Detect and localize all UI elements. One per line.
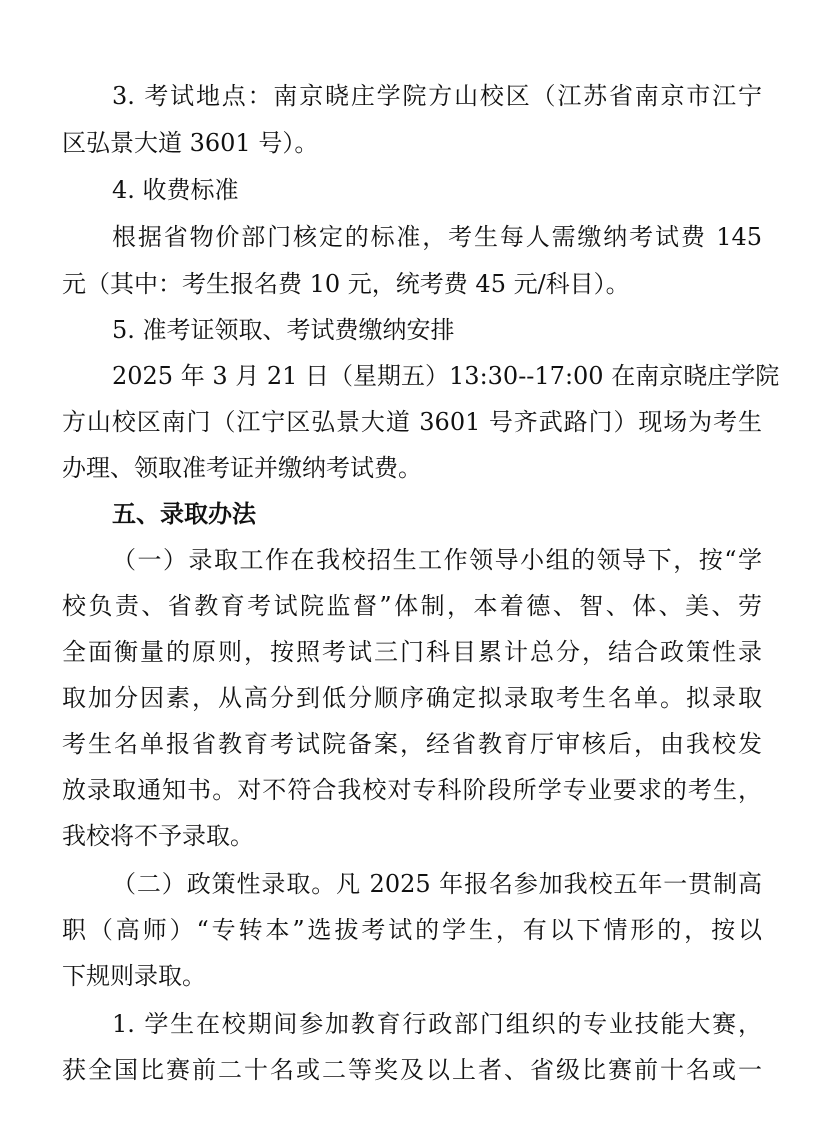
text-line: 校负责、省教育考试院监督”体制，本着德、智、体、美、劳 xyxy=(62,592,762,620)
section-heading: 五、录取办法 xyxy=(112,500,256,528)
text-line: 区弘景大道 3601 号）。 xyxy=(62,129,319,157)
text-line: 获全国比赛前二十名或二等奖及以上者、省级比赛前十名或一 xyxy=(62,1056,762,1084)
text-line: 5. 准考证领取、考试费缴纳安排 xyxy=(112,316,455,344)
text-line: 职（高师）“专转本”选拔考试的学生，有以下情形的，按以 xyxy=(62,916,762,944)
text-line: 取加分因素，从高分到低分顺序确定拟录取考生名单。拟录取 xyxy=(62,684,762,712)
text-line: 4. 收费标准 xyxy=(112,176,239,204)
text-line: 下规则录取。 xyxy=(62,962,206,990)
text-line: 1. 学生在校期间参加教育行政部门组织的专业技能大赛， xyxy=(112,1010,762,1038)
text-line: 考生名单报省教育考试院备案，经省教育厅审核后，由我校发 xyxy=(62,730,762,758)
text-line: 方山校区南门（江宁区弘景大道 3601 号齐武路门）现场为考生 xyxy=(62,408,762,436)
text-line: 全面衡量的原则，按照考试三门科目累计总分，结合政策性录 xyxy=(62,638,762,666)
text-line: 2025 年 3 月 21 日（星期五）13:30--17:00 在南京晓庄学院 xyxy=(112,362,780,390)
text-line: 办理、领取准考证并缴纳考试费。 xyxy=(62,454,422,482)
text-line: 根据省物价部门核定的标准，考生每人需缴纳考试费 145 xyxy=(112,223,762,251)
text-line: （一）录取工作在我校招生工作领导小组的领导下，按“学 xyxy=(112,546,762,574)
text-line: 元（其中：考生报名费 10 元，统考费 45 元/科目）。 xyxy=(62,270,630,298)
text-line: 我校将不予录取。 xyxy=(62,822,254,850)
text-line: 3. 考试地点：南京晓庄学院方山校区（江苏省南京市江宁 xyxy=(112,82,762,110)
text-line: 放录取通知书。对不符合我校对专科阶段所学专业要求的考生， xyxy=(62,776,762,804)
text-line: （二）政策性录取。凡 2025 年报名参加我校五年一贯制高 xyxy=(112,870,762,898)
